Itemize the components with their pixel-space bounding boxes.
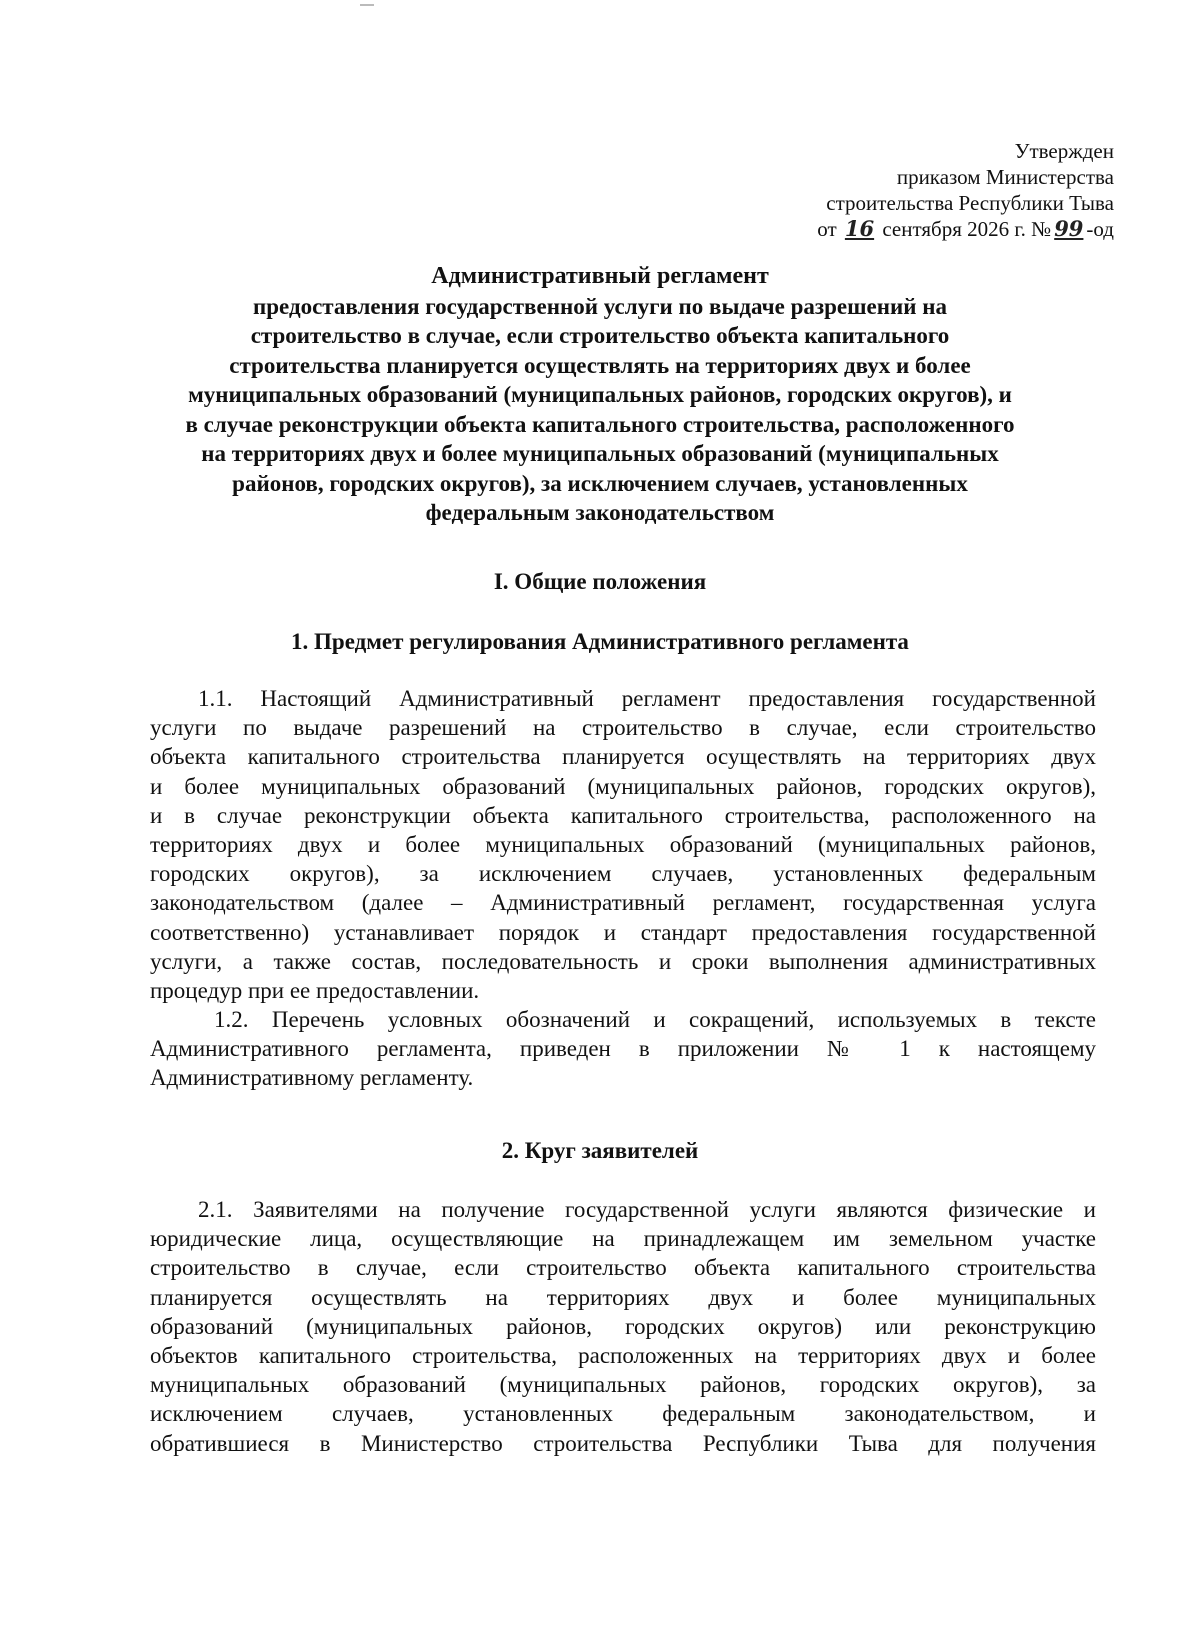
- handwritten-order-number: 99: [1054, 216, 1084, 241]
- paragraph-line: и более муниципальных образований (муниципальных районов, городских округов),: [150, 773, 1096, 799]
- paragraph-line: муниципальных образований (муниципальных районов, городских округов), за: [150, 1372, 1096, 1398]
- paragraph-line: территориях двух и более муниципальных образований (муниципальных районов,: [150, 831, 1096, 857]
- date-middle: сентября 2026 г. №: [882, 217, 1052, 241]
- paragraph-line: 1.2. Перечень условных обозначений и сокращений, используемых в тексте: [214, 1007, 1096, 1032]
- subsection-heading-subject: 1. Предмет регулирования Административного регламента: [291, 629, 909, 654]
- paragraph-2-1: [150, 1195, 1096, 1458]
- title-line: на территориях двух и более муниципальных образований (муниципальных: [201, 441, 999, 466]
- scan-artifact: [360, 4, 374, 6]
- title-line: муниципальных образований (муниципальных районов, городских округов), и: [188, 382, 1012, 407]
- title-line: районов, городских округов), за исключением случаев, установленных: [232, 470, 968, 496]
- paragraph-line: строительство в случае, если строительство объекта капитального строительства: [150, 1255, 1096, 1281]
- handwritten-day: 16: [844, 216, 875, 241]
- paragraph-line: юридические лица, осуществляющие на принадлежащем им земельном участке: [150, 1226, 1096, 1252]
- paragraph-1-1: [150, 684, 1096, 1005]
- paragraph-line: образований (муниципальных районов, городских округов) или реконструкцию: [150, 1313, 1096, 1339]
- paragraph-line: городских округов), за исключением случаев, установленных федеральным: [150, 861, 1096, 887]
- paragraph-line: соответственно) устанавливает порядок и стандарт предоставления государственной: [150, 919, 1096, 945]
- title-line: строительства планируется осуществлять на территориях двух и более: [229, 352, 971, 378]
- paragraph-line: обратившиеся в Министерство строительства Республики Тыва для получения: [150, 1430, 1096, 1456]
- paragraph-line: 2.1. Заявителями на получение государственной услуги являются физические и: [198, 1197, 1096, 1222]
- paragraph-line: объекта капитального строительства планируется осуществлять на территориях двух: [150, 744, 1096, 770]
- approval-line-2: приказом Министерства: [896, 165, 1114, 189]
- subsection-heading-applicants: 2. Круг заявителей: [501, 1138, 699, 1163]
- date-prefix: от: [817, 217, 837, 241]
- paragraph-line: Административного регламента, приведен в приложении № 1 к настоящему: [150, 1036, 1096, 1062]
- document-title: [130, 262, 1070, 528]
- title-line: строительство в случае, если строительство объекта капитального: [250, 323, 950, 348]
- paragraph-line: 1.1. Настоящий Административный регламент предоставления государственной: [198, 686, 1096, 711]
- title-main: Административный регламент: [431, 263, 769, 289]
- paragraph-line: процедур при ее предоставлении.: [150, 977, 480, 1003]
- paragraph-line: законодательством (далее – Административный регламент, государственная услуга: [150, 890, 1096, 916]
- paragraph-line: услуги по выдаче разрешений на строительство в случае, если строительство: [150, 715, 1096, 741]
- paragraph-line: объектов капитального строительства, расположенных на территориях двух и более: [150, 1342, 1096, 1368]
- paragraph-line: исключением случаев, установленных федеральным законодательством, и: [150, 1401, 1096, 1427]
- approval-line-3: строительства Республики Тыва: [826, 191, 1114, 215]
- paragraph-1-2: [150, 1005, 1096, 1093]
- order-suffix: -од: [1086, 217, 1114, 241]
- paragraph-line: услуги, а также состав, последовательность и сроки выполнения административных: [150, 948, 1096, 974]
- title-line: в случае реконструкции объекта капитального строительства, расположенного: [185, 411, 1015, 437]
- approval-line-1: Утвержден: [1014, 139, 1114, 163]
- section-heading-general: I. Общие положения: [493, 569, 707, 594]
- title-line: федеральным законодательством: [425, 500, 775, 525]
- paragraph-line: Административному регламенту.: [150, 1065, 474, 1091]
- paragraph-line: и в случае реконструкции объекта капитального строительства, расположенного на: [150, 802, 1096, 828]
- paragraph-line: планируется осуществлять на территориях двух и более муниципальных: [150, 1284, 1096, 1310]
- approval-date-line: [817, 216, 1114, 242]
- title-line: предоставления государственной услуги по выдаче разрешений на: [253, 293, 947, 319]
- approval-stamp-block: [817, 138, 1114, 242]
